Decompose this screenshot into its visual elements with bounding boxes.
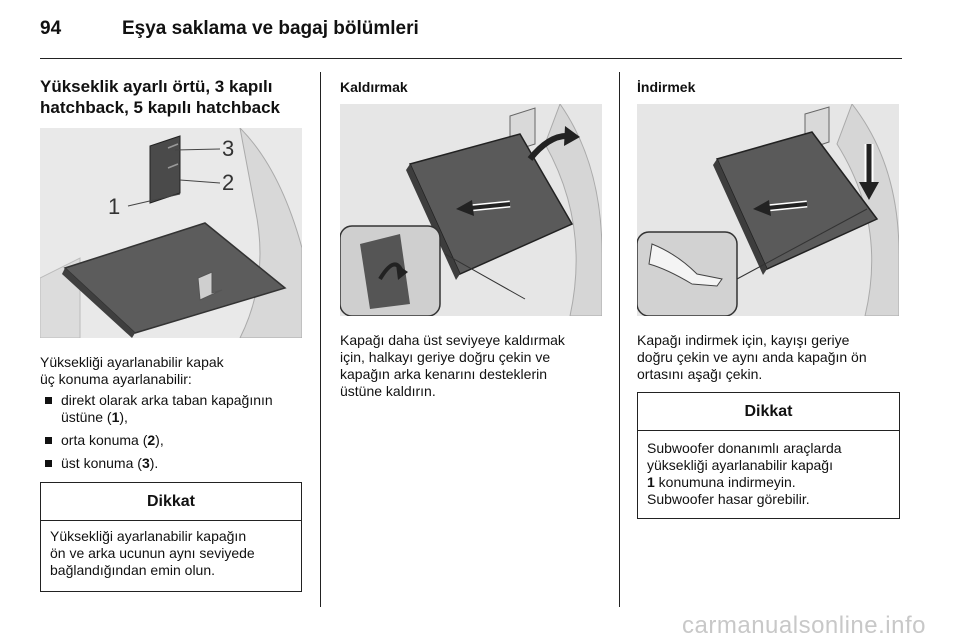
list-item-text: orta konuma ( — [61, 432, 148, 448]
position-ref: 1 — [647, 474, 655, 490]
note-line: Subwoofer donanımlı araçlarda — [647, 440, 842, 456]
position-ref: 1 — [111, 409, 120, 425]
note-body — [638, 431, 899, 515]
page-heading: Eşya saklama ve bagaj bölümleri — [122, 18, 419, 39]
note-line-text: konumuna indirmeyin. — [654, 474, 796, 490]
note-body — [41, 521, 301, 586]
position-ref: 2 — [147, 432, 156, 448]
list-item-end: ), — [155, 432, 164, 448]
callout-1: 1 — [108, 194, 121, 219]
list-item-end: ). — [149, 455, 159, 471]
list-item-text: direkt olarak arka taban kapağının üstüne ( — [61, 392, 273, 425]
list-item — [40, 455, 305, 472]
raise-cover-figure — [340, 104, 602, 316]
section-title: Yükseklik ayarlı örtü, 3 kapılı hatchback, 5 kapılı hatchback — [40, 77, 280, 117]
watermark: carmanualsonline.info — [682, 612, 926, 639]
lower-cover-figure — [637, 104, 899, 316]
intro-text — [40, 354, 310, 388]
raise-subtitle: Kaldırmak — [340, 79, 408, 95]
note-line: ön ve arka ucunun aynı seviyede — [50, 545, 255, 561]
note-title: Dikkat — [638, 393, 899, 431]
header-rule — [40, 58, 902, 59]
intro-line: Yüksekliği ayarlanabilir kapak — [40, 354, 224, 370]
note-line: Subwoofer hasar görebilir. — [647, 491, 810, 507]
list-item — [40, 432, 305, 449]
note-line — [647, 474, 890, 491]
bullet-square-icon — [45, 397, 52, 404]
list-item-text: üst konuma ( — [61, 455, 142, 471]
position-list — [40, 392, 305, 478]
note-box-right — [637, 392, 900, 519]
list-item-end: ), — [119, 409, 128, 425]
lower-line: ortasını aşağı çekin. — [637, 366, 763, 382]
note-line: bağlandığından emin olun. — [50, 562, 216, 578]
note-line: Yüksekliği ayarlanabilir kapağın — [50, 528, 247, 544]
list-item — [40, 392, 305, 426]
lower-subtitle: İndirmek — [637, 79, 696, 95]
raise-line: üstüne kaldırın. — [340, 383, 436, 399]
lower-line: doğru çekin ve aynı anda kapağın ön — [637, 349, 867, 365]
callout-3: 3 — [222, 136, 235, 161]
page-number: 94 — [40, 18, 62, 39]
position-ref: 3 — [141, 455, 150, 471]
raise-line: Kapağı daha üst seviyeye kaldırmak — [340, 332, 565, 348]
callout-2: 2 — [222, 170, 235, 195]
raise-line: için, halkayı geriye doğru çekin ve — [340, 349, 551, 365]
note-box-left — [40, 482, 302, 592]
note-line: yüksekliği ayarlanabilir kapağı — [647, 457, 833, 473]
cargo-cover-positions-figure — [40, 128, 302, 338]
raise-text — [340, 332, 610, 400]
raise-line: kapağın arka kenarını desteklerin — [340, 366, 548, 382]
column-divider-right — [619, 72, 620, 607]
lower-line: Kapağı indirmek için, kayışı geriye — [637, 332, 850, 348]
lower-text — [637, 332, 907, 383]
bullet-square-icon — [45, 437, 52, 444]
bullet-square-icon — [45, 460, 52, 467]
note-title: Dikkat — [41, 483, 301, 521]
intro-line: üç konuma ayarlanabilir: — [40, 371, 192, 387]
column-divider-left — [320, 72, 321, 607]
